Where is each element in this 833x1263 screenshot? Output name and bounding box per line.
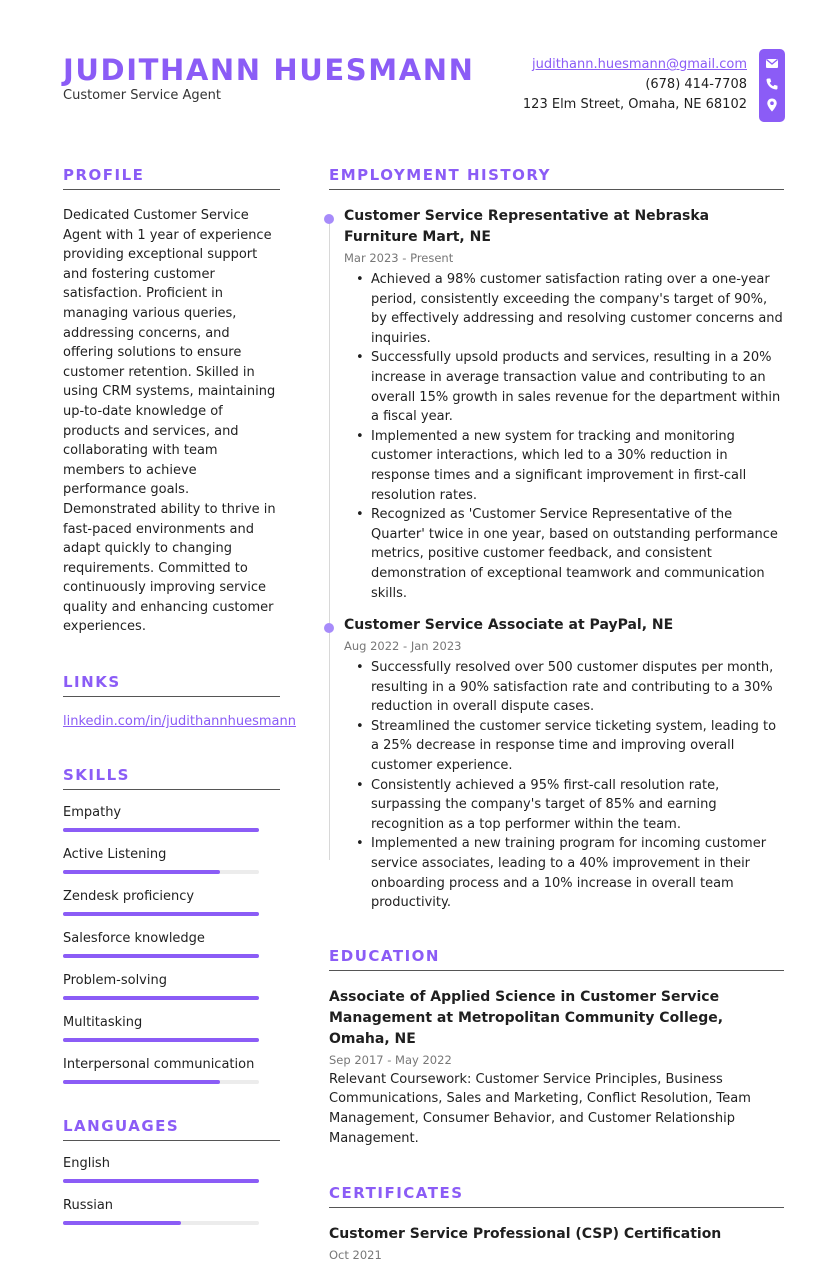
level-bar-fill <box>63 1080 220 1084</box>
education-section <box>329 947 784 1148</box>
language-name: English <box>63 1156 110 1172</box>
job-title: Customer Service Representative at Nebraska Furniture Mart, NE <box>344 208 710 245</box>
skills-heading: SKILLS <box>63 766 280 790</box>
level-bar-track <box>63 870 259 874</box>
level-bar-fill <box>63 1038 259 1042</box>
contact-info <box>523 55 747 115</box>
skill-name: Empathy <box>63 805 122 821</box>
candidate-name: JUDITHANN HUESMANN <box>63 53 475 87</box>
language-item <box>63 1197 280 1225</box>
jobs-list <box>329 206 784 913</box>
left-column <box>63 166 296 1225</box>
linkedin-link[interactable]: linkedin.com/in/judithannhuesmann <box>63 714 296 730</box>
skill-item <box>63 804 280 832</box>
job-bullet: • Achieved a 98% customer satisfaction rating over a one-year period, consistently exceeding the company's target of 90%, by effectively addressing and resolving customer concerns and inquiries. <box>344 270 784 348</box>
certificates-section <box>329 1184 784 1263</box>
profile-text: Dedicated Customer Service Agent with 1 year of experience providing exceptional support and fostering customer satisfaction. Proficient in managing various queries, addressing concerns, and offering solutions to ensure customer retention. Skilled in using CRM systems, maintaining up-to-date knowledge of products and services, and collaborating with team members to achieve performance goals. Demonstrated ability to thrive in fast-paced environments and adapt quickly to changing requirements. Committed to continuously improving service quality and enhancing customer experiences. <box>63 208 276 635</box>
level-bar-track <box>63 828 259 832</box>
level-bar-fill <box>63 1179 259 1183</box>
level-bar-track <box>63 1179 259 1183</box>
level-bar-track <box>63 996 259 1000</box>
job-bullet: • Successfully resolved over 500 customer disputes per month, resulting in a 90% satisfaction rate and contributing to a 30% reduction in overall dispute cases. <box>344 658 784 717</box>
skill-name: Salesforce knowledge <box>63 931 205 947</box>
level-bar-fill <box>63 870 220 874</box>
languages-list <box>63 1155 280 1225</box>
timeline-dot <box>324 214 334 224</box>
envelope-icon <box>764 55 780 71</box>
job-bullet: • Implemented a new training program for incoming customer service associates, leading to a 40% improvement in their onboarding process and a 10% increase in overall team productivity. <box>344 834 784 912</box>
skill-item <box>63 972 280 1000</box>
skill-name: Zendesk proficiency <box>63 889 195 905</box>
profile-heading: PROFILE <box>63 166 280 190</box>
phone-number: (678) 414-7708 <box>645 77 747 92</box>
candidate-role: Customer Service Agent <box>63 88 221 103</box>
certificate-name: Customer Service Professional (CSP) Certification <box>329 1226 722 1243</box>
phone-icon <box>764 76 780 92</box>
degree-title: Associate of Applied Science in Customer Service Management at Metropolitan Community College, Omaha, NE <box>329 988 724 1047</box>
job-bullet: • Implemented a new system for tracking and monitoring customer interactions, which led to a 30% reduction in response times and a significant improvement in first-call resolution rates. <box>344 427 784 505</box>
skill-name: Problem-solving <box>63 973 167 989</box>
address: 123 Elm Street, Omaha, NE 68102 <box>522 97 747 112</box>
right-column <box>329 166 784 1263</box>
skill-name: Active Listening <box>63 847 167 863</box>
job-entry <box>329 206 784 603</box>
job-bullet: • Streamlined the customer service ticketing system, leading to a 25% decrease in response time and improving overall customer experience. <box>344 717 784 776</box>
links-section <box>63 673 296 730</box>
employment-timeline <box>329 206 784 913</box>
education-heading: EDUCATION <box>329 947 784 971</box>
skill-item <box>63 1014 280 1042</box>
level-bar-fill <box>63 954 259 958</box>
level-bar-track <box>63 912 259 916</box>
job-bullet: • Successfully upsold products and services, resulting in a 20% increase in average transaction value and contributing to an overall 15% growth in sales revenue for the department within a fiscal year. <box>344 348 784 426</box>
job-bullets <box>344 270 784 603</box>
level-bar-fill <box>63 912 259 916</box>
level-bar-track <box>63 1221 259 1225</box>
level-bar-track <box>63 954 259 958</box>
job-bullet: • Recognized as 'Customer Service Representative of the Quarter' twice in one year, based on outstanding performance metrics, positive customer feedback, and consistent demonstration of exceptional teamwork and communication skills. <box>344 505 784 603</box>
job-bullet: • Consistently achieved a 95% first-call resolution rate, surpassing the company's target of 85% and earning recognition as a top performer within the team. <box>344 776 784 835</box>
contact-icon-bar <box>759 49 785 122</box>
map-pin-icon <box>764 97 780 113</box>
language-name: Russian <box>63 1198 114 1214</box>
level-bar-fill <box>63 1221 181 1225</box>
skill-item <box>63 1056 280 1084</box>
job-entry <box>329 615 784 913</box>
skill-name: Multitasking <box>63 1015 143 1031</box>
languages-heading: LANGUAGES <box>63 1117 280 1141</box>
skill-item <box>63 846 280 874</box>
skills-list <box>63 804 280 1084</box>
skill-name: Interpersonal communication <box>63 1057 255 1073</box>
level-bar-track <box>63 1080 259 1084</box>
degree-dates: Sep 2017 - May 2022 <box>329 1052 452 1067</box>
employment-section <box>329 166 784 913</box>
employment-heading: EMPLOYMENT HISTORY <box>329 166 784 190</box>
skill-item <box>63 930 280 958</box>
job-title: Customer Service Associate at PayPal, NE <box>344 617 674 634</box>
level-bar-fill <box>63 996 259 1000</box>
coursework-text: Relevant Coursework: Customer Service Principles, Business Communications, Sales and Marketing, Conflict Resolution, Team Management, Consumer Behavior, and Customer Relationship Management. <box>329 1071 751 1146</box>
email-link[interactable]: judithann.huesmann@gmail.com <box>532 57 747 72</box>
languages-section <box>63 1117 280 1225</box>
language-item <box>63 1155 280 1183</box>
job-dates: Aug 2022 - Jan 2023 <box>344 639 462 654</box>
skill-item <box>63 888 280 916</box>
profile-section <box>63 166 280 637</box>
skills-section <box>63 766 280 1084</box>
certificate-date: Oct 2021 <box>329 1248 382 1263</box>
timeline-dot <box>324 623 334 633</box>
job-bullets <box>344 658 784 913</box>
certificates-heading: CERTIFICATES <box>329 1184 784 1208</box>
job-dates: Mar 2023 - Present <box>344 251 454 265</box>
links-heading: LINKS <box>63 673 280 697</box>
level-bar-fill <box>63 828 259 832</box>
level-bar-track <box>63 1038 259 1042</box>
